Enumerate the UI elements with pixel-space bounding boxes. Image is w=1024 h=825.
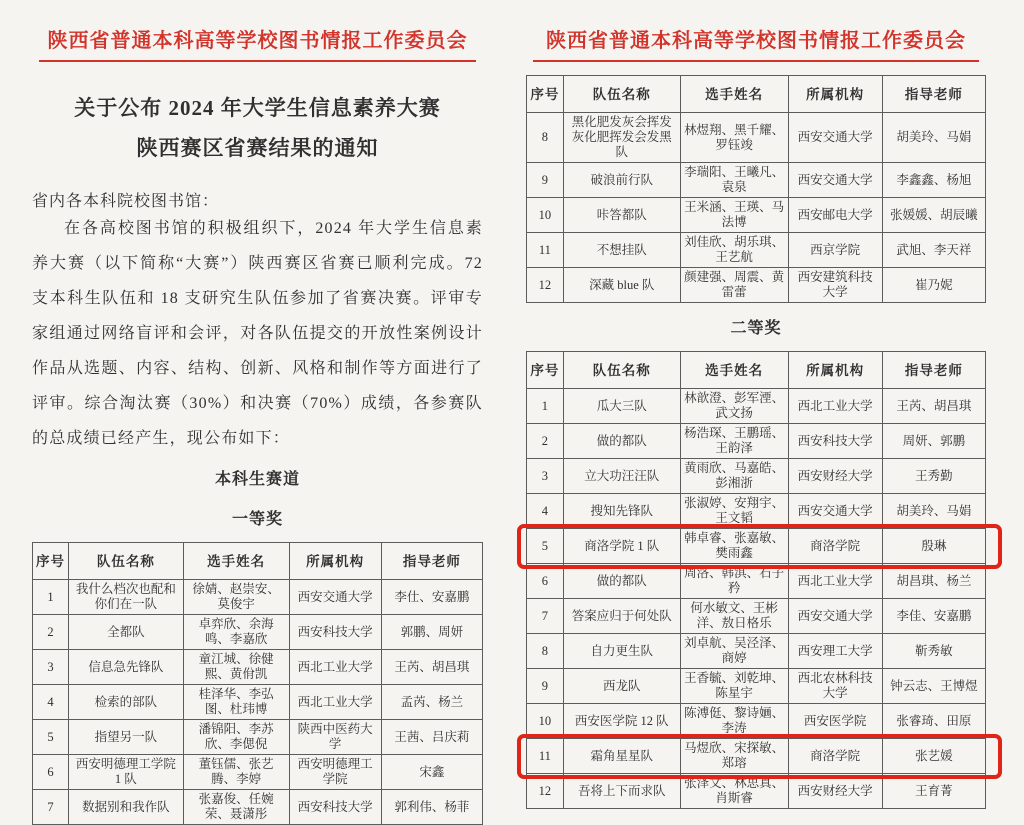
- first-prize-table-part2-wrap: [526, 75, 986, 303]
- cell-team: 破浪前行队: [563, 163, 680, 198]
- cell-no: 4: [527, 494, 564, 529]
- cell-players: 董钰儒、张艺腾、李婷: [183, 755, 289, 790]
- table-row: [527, 634, 986, 669]
- cell-teachers: 张艺媛: [882, 739, 985, 774]
- cell-org: 西安邮电大学: [788, 198, 882, 233]
- cell-team: 霜角星星队: [563, 739, 680, 774]
- cell-players: 林煜翔、黑千耀、罗钰竣: [680, 113, 788, 163]
- header-rule: [533, 60, 979, 62]
- table-header-row: [527, 76, 986, 113]
- cell-no: 5: [33, 720, 69, 755]
- cell-team: 做的都队: [563, 564, 680, 599]
- cell-no: 1: [527, 389, 564, 424]
- cell-no: 2: [527, 424, 564, 459]
- cell-no: 10: [527, 198, 564, 233]
- cell-teachers: 李仕、安嘉鹏: [381, 580, 482, 615]
- column-header: 指导老师: [882, 76, 985, 113]
- table-row: [33, 790, 483, 825]
- table-header-row: [33, 543, 483, 580]
- cell-team: 指望另一队: [69, 720, 184, 755]
- cell-team: 商洛学院 1 队: [563, 529, 680, 564]
- table-row: [527, 459, 986, 494]
- cell-no: 7: [33, 790, 69, 825]
- first-prize-table-part1-wrap: [32, 542, 483, 825]
- table-row: [33, 650, 483, 685]
- cell-teachers: 殷琳: [882, 529, 985, 564]
- cell-org: 西安科技大学: [788, 424, 882, 459]
- cell-teachers: 孟芮、杨兰: [381, 685, 482, 720]
- cell-teachers: 王芮、胡昌琪: [381, 650, 482, 685]
- table-row: [527, 268, 986, 303]
- cell-team: 西龙队: [563, 669, 680, 704]
- table-row: [527, 529, 986, 564]
- cell-team: 黑化肥发灰会挥发灰化肥挥发会发黑队: [563, 113, 680, 163]
- column-header: 所属机构: [788, 76, 882, 113]
- cell-players: 徐婧、赵崇安、莫俊宇: [183, 580, 289, 615]
- cell-no: 9: [527, 669, 564, 704]
- cell-teachers: 靳秀敏: [882, 634, 985, 669]
- cell-org: 西安科技大学: [289, 790, 381, 825]
- cell-org: 西北工业大学: [788, 564, 882, 599]
- table-row: [527, 704, 986, 739]
- cell-org: 西安财经大学: [788, 459, 882, 494]
- cell-players: 刘佳欣、胡乐琪、王艺航: [680, 233, 788, 268]
- cell-teachers: 张媛媛、胡辰曦: [882, 198, 985, 233]
- column-header: 所属机构: [788, 352, 882, 389]
- salutation: 省内各本科院校图书馆：: [32, 193, 220, 210]
- column-header: 序号: [527, 76, 564, 113]
- cell-team: 吾将上下而求队: [563, 774, 680, 809]
- cell-teachers: 王茜、吕庆莉: [381, 720, 482, 755]
- column-header: 序号: [527, 352, 564, 389]
- cell-players: 何水敏文、王彬洋、敖日格乐: [680, 599, 788, 634]
- cell-players: 周洛、韩淇、石子矜: [680, 564, 788, 599]
- cell-teachers: 胡美玲、马娟: [882, 113, 985, 163]
- table-header-row: [527, 352, 986, 389]
- header-rule: [39, 60, 476, 62]
- column-header: 序号: [33, 543, 69, 580]
- notice-body-paragraph: 在各高校图书馆的积极组织下，2024 年大学生信息素养大赛（以下简称“大赛”）陕西赛区省赛已顺利完成。72 支本科生队伍和 18 支研究生队伍参加了省赛决赛。评审专家组通过网络盲评和会评，对各队伍提交的开放性案例设计作品从选题、内容、结构、创新、风格和制作等方面进行了评审。综合淘汰赛（30%）和决赛（70%）成绩，各参赛队的总成绩已经产生，现公布如下：: [32, 220, 483, 447]
- cell-no: 3: [527, 459, 564, 494]
- cell-team: 不想挂队: [563, 233, 680, 268]
- cell-team: 深藏 blue 队: [563, 268, 680, 303]
- cell-team: 答案应归于何处队: [563, 599, 680, 634]
- cell-players: 张淑婷、安翔宇、王文韬: [680, 494, 788, 529]
- cell-no: 5: [527, 529, 564, 564]
- notice-page-2: [512, 0, 1024, 805]
- cell-no: 2: [33, 615, 69, 650]
- cell-players: 黄雨欣、马嘉皓、彭湘浙: [680, 459, 788, 494]
- cell-teachers: 胡美玲、马娟: [882, 494, 985, 529]
- cell-players: 桂泽华、李弘图、杜玮博: [183, 685, 289, 720]
- cell-teachers: 周妍、郭鹏: [882, 424, 985, 459]
- first-prize-table-part1: [32, 542, 483, 825]
- cell-team: 检索的部队: [69, 685, 184, 720]
- second-prize-heading: 二等奖: [730, 320, 782, 337]
- table-row: [33, 580, 483, 615]
- cell-players: 杨浩琛、王鹏瑶、王韵泽: [680, 424, 788, 459]
- first-prize-table-part2: [526, 75, 986, 303]
- cell-no: 7: [527, 599, 564, 634]
- cell-org: 商洛学院: [788, 739, 882, 774]
- cell-team: 我什么档次也配和你们在一队: [69, 580, 184, 615]
- table-row: [527, 389, 986, 424]
- cell-no: 8: [527, 113, 564, 163]
- cell-players: 李瑞阳、王曦凡、袁泉: [680, 163, 788, 198]
- table-row: [527, 739, 986, 774]
- cell-no: 11: [527, 233, 564, 268]
- column-header: 选手姓名: [680, 352, 788, 389]
- table-row: [527, 198, 986, 233]
- cell-team: 西安明德理工学院 1 队: [69, 755, 184, 790]
- cell-players: 张嘉俊、任婉荣、聂潇彤: [183, 790, 289, 825]
- table-row: [527, 163, 986, 198]
- committee-header: 陕西省普通本科高等学校图书情报工作委员会: [546, 30, 966, 52]
- cell-no: 12: [527, 268, 564, 303]
- track-heading: 本科生赛道: [214, 471, 300, 488]
- cell-team: 西安医学院 12 队: [563, 704, 680, 739]
- cell-players: 颜建强、周震、黄雷蕾: [680, 268, 788, 303]
- cell-org: 西安科技大学: [289, 615, 381, 650]
- cell-org: 西安交通大学: [289, 580, 381, 615]
- cell-org: 陕西中医药大学: [289, 720, 381, 755]
- cell-teachers: 胡昌琪、杨兰: [882, 564, 985, 599]
- cell-org: 西安医学院: [788, 704, 882, 739]
- cell-org: 西安建筑科技大学: [788, 268, 882, 303]
- cell-no: 8: [527, 634, 564, 669]
- column-header: 选手姓名: [183, 543, 289, 580]
- cell-no: 1: [33, 580, 69, 615]
- cell-no: 4: [33, 685, 69, 720]
- cell-team: 全都队: [69, 615, 184, 650]
- cell-team: 瓜大三队: [563, 389, 680, 424]
- first-prize-heading: 一等奖: [231, 511, 283, 528]
- table-row: [527, 424, 986, 459]
- cell-players: 马煜欣、宋探敏、郑瑢: [680, 739, 788, 774]
- table-row: [33, 615, 483, 650]
- cell-players: 韩卓睿、张嘉敏、樊雨鑫: [680, 529, 788, 564]
- column-header: 指导老师: [882, 352, 985, 389]
- cell-no: 12: [527, 774, 564, 809]
- cell-org: 西安明德理工学院: [289, 755, 381, 790]
- cell-team: 咔答都队: [563, 198, 680, 233]
- column-header: 队伍名称: [69, 543, 184, 580]
- cell-teachers: 李佳、安嘉鹏: [882, 599, 985, 634]
- cell-org: 西京学院: [788, 233, 882, 268]
- cell-no: 10: [527, 704, 564, 739]
- cell-team: 数据别和我作队: [69, 790, 184, 825]
- cell-no: 3: [33, 650, 69, 685]
- cell-players: 陈溥侹、黎诗婳、李涛: [680, 704, 788, 739]
- cell-team: 自力更生队: [563, 634, 680, 669]
- second-prize-table: [526, 351, 986, 809]
- table-row: [527, 233, 986, 268]
- cell-org: 西安交通大学: [788, 599, 882, 634]
- cell-org: 西安交通大学: [788, 494, 882, 529]
- cell-players: 王米涵、王瑛、马法博: [680, 198, 788, 233]
- cell-org: 西安财经大学: [788, 774, 882, 809]
- cell-teachers: 崔乃妮: [882, 268, 985, 303]
- committee-header: 陕西省普通本科高等学校图书情报工作委员会: [47, 30, 468, 52]
- second-prize-table-wrap: [526, 351, 986, 809]
- table-row: [527, 669, 986, 704]
- cell-org: 西北工业大学: [788, 389, 882, 424]
- cell-players: 刘卓航、吴泾泽、商婷: [680, 634, 788, 669]
- cell-team: 搜知先锋队: [563, 494, 680, 529]
- cell-teachers: 郭利伟、杨菲: [381, 790, 482, 825]
- cell-no: 11: [527, 739, 564, 774]
- cell-teachers: 李鑫鑫、杨旭: [882, 163, 985, 198]
- table-row: [527, 564, 986, 599]
- cell-org: 西安交通大学: [788, 163, 882, 198]
- cell-org: 西北农林科技大学: [788, 669, 882, 704]
- cell-org: 西安交通大学: [788, 113, 882, 163]
- document-title-line1: 关于公布 2024 年大学生信息素养大赛: [74, 96, 441, 120]
- cell-players: 张泽文、林思真、肖斯睿: [680, 774, 788, 809]
- cell-players: 王香毓、刘乾坤、陈星宇: [680, 669, 788, 704]
- cell-org: 西安理工大学: [788, 634, 882, 669]
- cell-teachers: 宋鑫: [381, 755, 482, 790]
- cell-teachers: 武旭、李天祥: [882, 233, 985, 268]
- cell-players: 潘锦阳、李苏欣、李偲倪: [183, 720, 289, 755]
- column-header: 指导老师: [381, 543, 482, 580]
- cell-team: 做的都队: [563, 424, 680, 459]
- cell-teachers: 王秀勤: [882, 459, 985, 494]
- cell-team: 立大功汪汪队: [563, 459, 680, 494]
- table-row: [527, 774, 986, 809]
- cell-org: 商洛学院: [788, 529, 882, 564]
- cell-org: 西北工业大学: [289, 650, 381, 685]
- table-row: [527, 599, 986, 634]
- cell-players: 童江城、徐健熙、黄佾凯: [183, 650, 289, 685]
- document-title: [32, 88, 483, 168]
- document-title-line2: 陕西赛区省赛结果的通知: [136, 136, 379, 160]
- table-row: [33, 755, 483, 790]
- cell-no: 6: [527, 564, 564, 599]
- column-header: 所属机构: [289, 543, 381, 580]
- column-header: 队伍名称: [563, 76, 680, 113]
- cell-teachers: 郭鹏、周妍: [381, 615, 482, 650]
- table-row: [33, 685, 483, 720]
- cell-teachers: 张睿琦、田原: [882, 704, 985, 739]
- table-row: [527, 113, 986, 163]
- column-header: 选手姓名: [680, 76, 788, 113]
- cell-team: 信息急先锋队: [69, 650, 184, 685]
- cell-org: 西北工业大学: [289, 685, 381, 720]
- cell-teachers: 王芮、胡昌琪: [882, 389, 985, 424]
- cell-teachers: 王育菁: [882, 774, 985, 809]
- notice-page-1: [0, 0, 512, 821]
- cell-no: 9: [527, 163, 564, 198]
- cell-no: 6: [33, 755, 69, 790]
- table-row: [527, 494, 986, 529]
- column-header: 队伍名称: [563, 352, 680, 389]
- cell-players: 卓弈欣、余海鸣、李嘉欣: [183, 615, 289, 650]
- table-row: [33, 720, 483, 755]
- cell-teachers: 钟云志、王博煜: [882, 669, 985, 704]
- cell-players: 林歆澄、彭军湮、武文扬: [680, 389, 788, 424]
